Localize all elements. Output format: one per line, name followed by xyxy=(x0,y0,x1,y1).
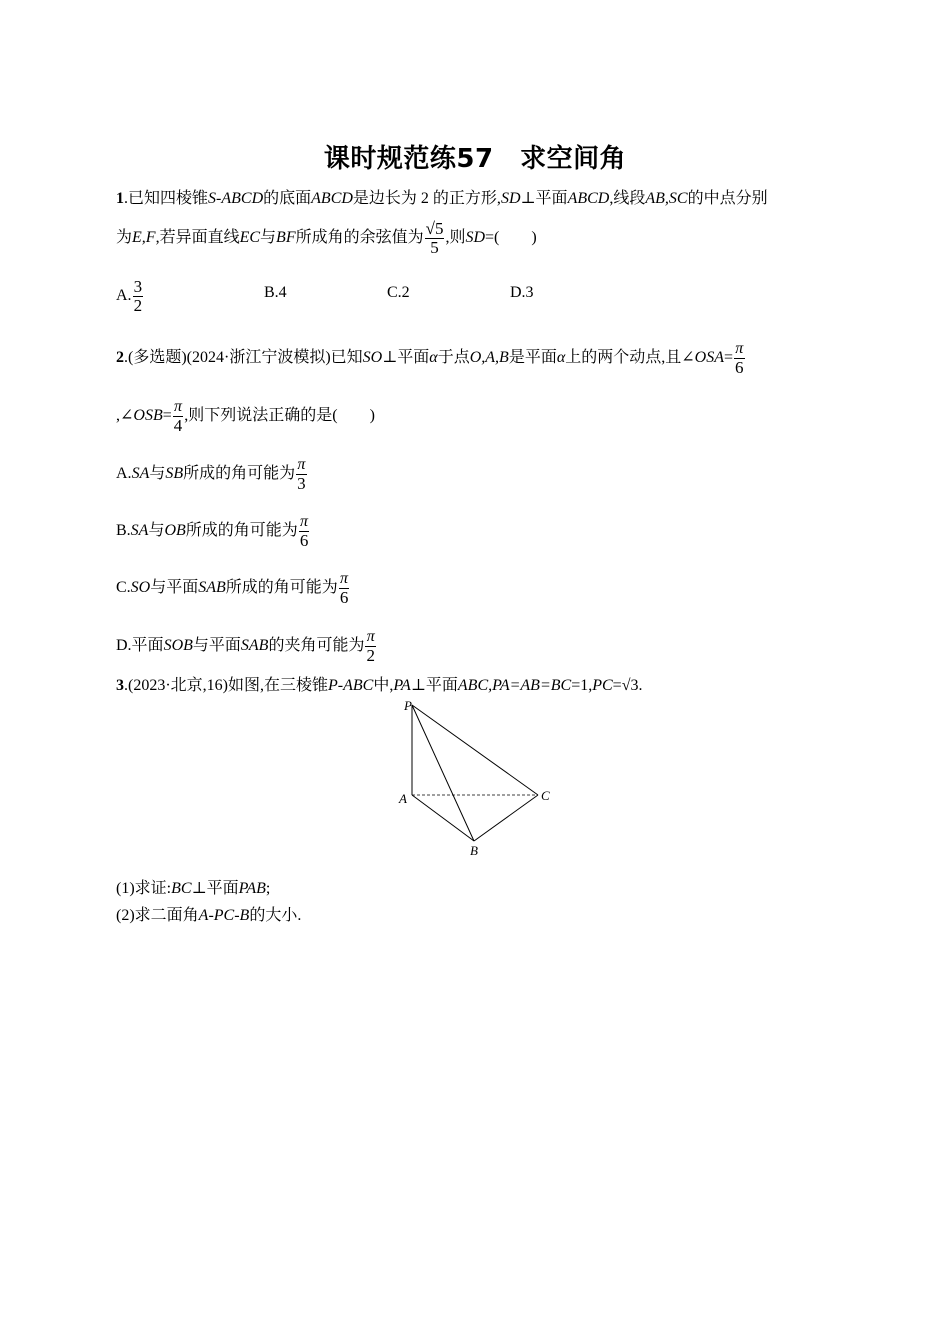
q1-line2: 为E,F,若异面直线EC与BF所成角的余弦值为 $\frac{√5}{5}$ ,则SD=( ) xyxy=(116,219,537,257)
q1-option-d: D.3 xyxy=(510,284,534,301)
q3-line1: 3.(2023·北京,16)如图,在三棱锥P-ABC中,PA⊥平面ABC,PA=AB=BC=1,PC=√3. xyxy=(116,677,643,694)
q2-number: 2 xyxy=(116,349,124,367)
q2-option-d: D.平面SOB与平面SAB的夹角可能为 $\frac{\pi}{2}$ xyxy=(116,628,375,665)
edge-pb xyxy=(412,705,474,841)
tetrahedron-figure xyxy=(390,695,560,865)
q1-line1: 1.已知四棱锥S-ABCD的底面ABCD是边长为 2 的正方形,SD⊥平面ABCD,线段AB,SC的中点分别 xyxy=(116,190,768,207)
label-b: B xyxy=(470,843,478,858)
edge-ab xyxy=(412,795,474,841)
q3-part1: (1)求证:BC⊥平面PAB; xyxy=(116,880,271,897)
page-title: 课时规范练57 求空间角 xyxy=(323,144,627,174)
q1-option-b: B.4 xyxy=(264,284,287,301)
q2-option-c: C.SO与平面SAB所成的角可能为 $\frac{\pi}{6}$ xyxy=(116,570,349,607)
q1-option-a: A. $\frac{3}{2}$ xyxy=(116,277,143,315)
q3-number: 3 xyxy=(116,677,124,694)
q2-line2: ,∠OSB= $\frac{\pi}{4}$ ,则下列说法正确的是( ) xyxy=(116,398,375,435)
q3-part2: (2)求二面角A-PC-B的大小. xyxy=(116,907,302,924)
edge-bc xyxy=(474,795,538,841)
label-c: C xyxy=(541,788,550,803)
q2-option-a: A.SA与SB所成的角可能为 $\frac{\pi}{3}$ xyxy=(116,456,306,493)
q1-number: 1 xyxy=(116,190,124,207)
q1-option-c: C.2 xyxy=(387,284,410,301)
label-a: A xyxy=(399,791,407,806)
edge-pc xyxy=(412,705,538,795)
q2-line1: 2.(多选题)(2024·浙江宁波模拟)已知SO⊥平面α于点O,A,B是平面α上的两个动点,且∠OSA= $\frac{\pi}{6}$ xyxy=(116,340,744,377)
fraction-sqrt5-over-5: $\frac{√5}{5}$ xyxy=(425,219,444,257)
label-p: P xyxy=(404,698,412,713)
q2-option-b: B.SA与OB所成的角可能为 $\frac{\pi}{6}$ xyxy=(116,513,309,550)
